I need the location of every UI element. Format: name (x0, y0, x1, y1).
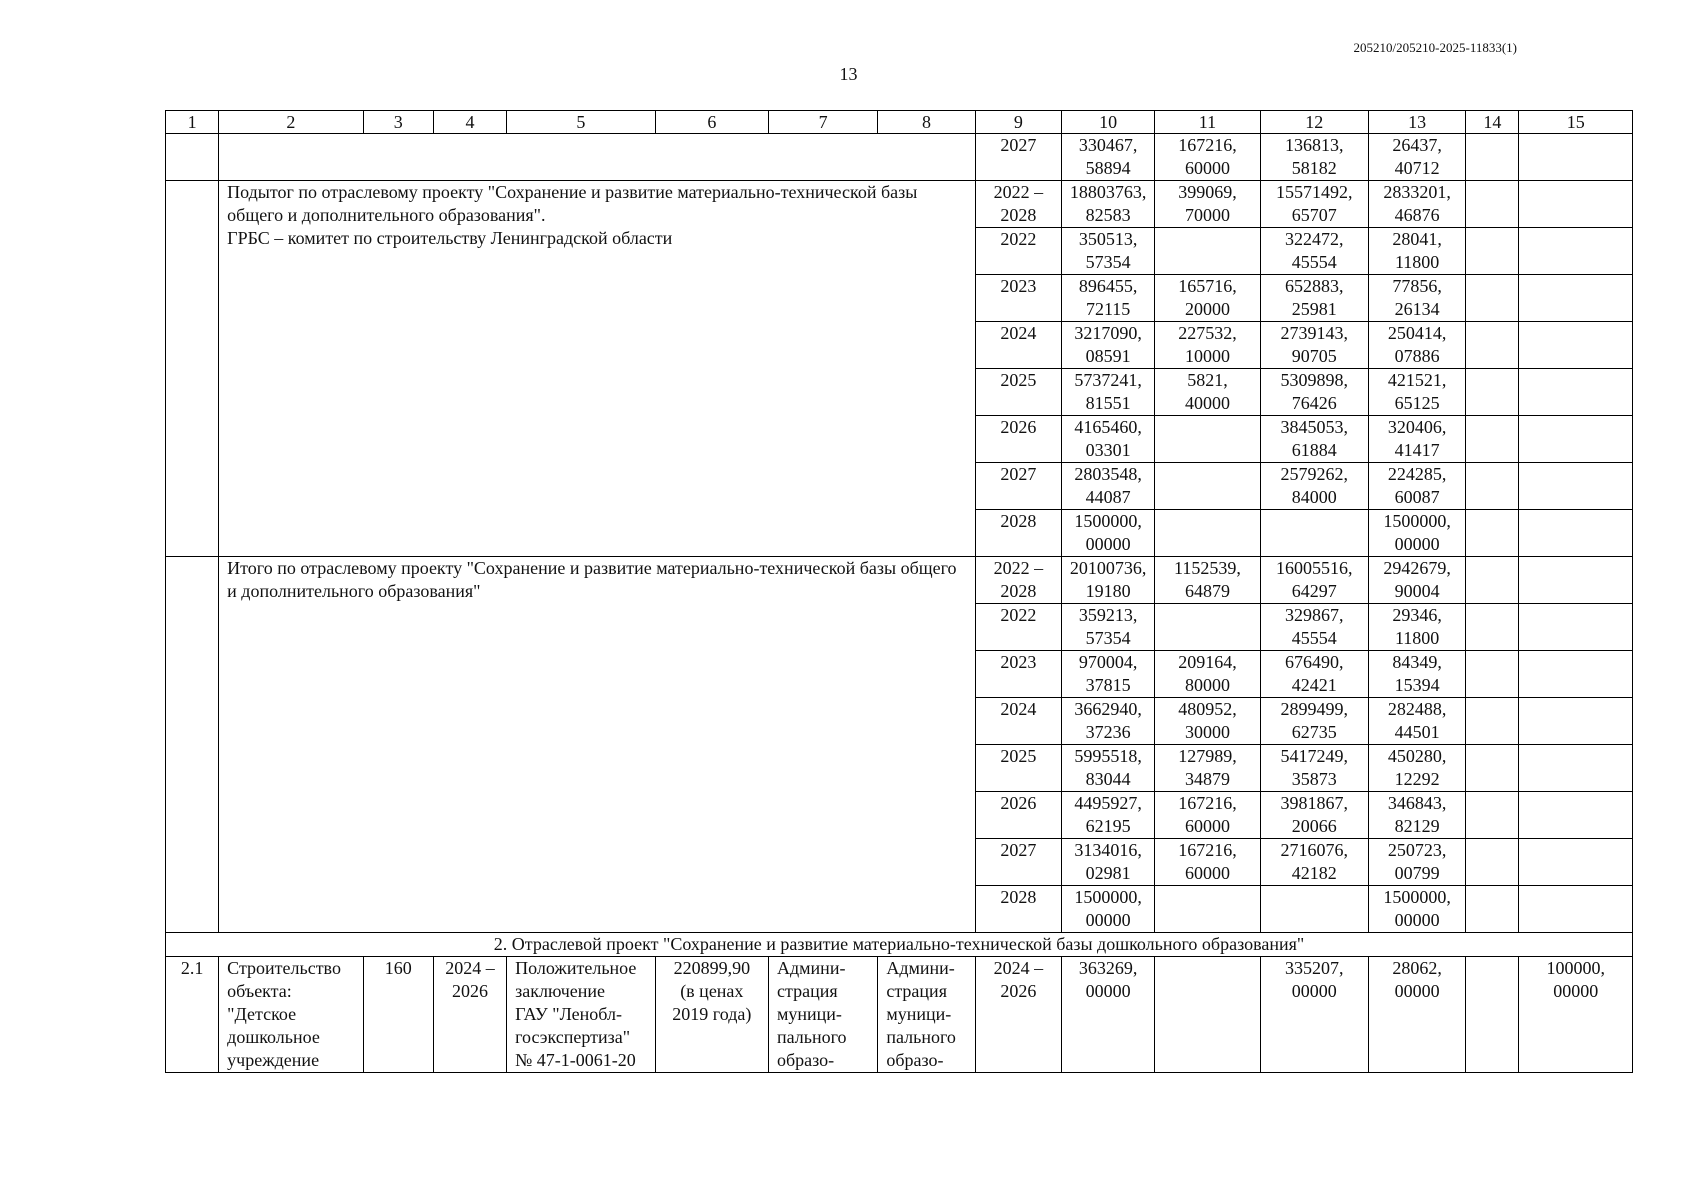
col-15-cell (1519, 510, 1633, 557)
col-14-cell (1466, 416, 1519, 463)
col-10-cell: 350513, 57354 (1061, 228, 1154, 275)
col-13-cell: 1500000, 00000 (1368, 886, 1465, 933)
subtotal-row (166, 181, 1633, 228)
budget-table-wrapper (165, 110, 1633, 1073)
col-15-cell (1519, 275, 1633, 322)
header-col-14: 14 (1466, 111, 1519, 134)
estimated-cost: 220899,90 (в ценах 2019 года) (655, 957, 768, 1073)
col-11-cell (1155, 604, 1260, 651)
year-cell: 2028 (975, 886, 1061, 933)
col-12-cell: 5417249, 35873 (1260, 745, 1368, 792)
header-col-2: 2 (219, 111, 363, 134)
col-10-cell: 970004, 37815 (1061, 651, 1154, 698)
col-11-cell: 1152539, 64879 (1155, 557, 1260, 604)
col-10-cell: 2803548, 44087 (1061, 463, 1154, 510)
col-15-cell (1519, 698, 1633, 745)
description-cell (219, 134, 976, 181)
col-15-cell (1519, 322, 1633, 369)
col-14-cell (1466, 322, 1519, 369)
col-11-cell (1155, 416, 1260, 463)
col-11-cell (1155, 463, 1260, 510)
col-12-cell: 2899499, 62735 (1260, 698, 1368, 745)
col-12-cell: 652883, 25981 (1260, 275, 1368, 322)
item-number: 2.1 (166, 957, 219, 1073)
col-10-cell: 330467, 58894 (1061, 134, 1154, 181)
col-15-cell (1519, 886, 1633, 933)
col-11-cell (1155, 228, 1260, 275)
col-13-cell: 2833201, 46876 (1368, 181, 1465, 228)
col-15-cell (1519, 651, 1633, 698)
col-10-cell: 359213, 57354 (1061, 604, 1154, 651)
col-15-cell (1519, 181, 1633, 228)
col-13-cell: 26437, 40712 (1368, 134, 1465, 181)
total-label: Итого по отраслевому проекту "Сохранение и развитие материально-технической базы общего и дополнительного образования" (219, 557, 976, 933)
year-cell: 2028 (975, 510, 1061, 557)
year-cell: 2022 (975, 228, 1061, 275)
col-10-cell: 4495927, 62195 (1061, 792, 1154, 839)
year-cell: 2026 (975, 792, 1061, 839)
year-cell: 2027 (975, 463, 1061, 510)
col-10-cell: 3217090, 08591 (1061, 322, 1154, 369)
col-13-cell: 2942679, 90004 (1368, 557, 1465, 604)
table-body (166, 111, 1633, 1073)
col-15-cell (1519, 792, 1633, 839)
col-11-cell: 227532, 10000 (1155, 322, 1260, 369)
header-col-15: 15 (1519, 111, 1633, 134)
header-col-5: 5 (507, 111, 656, 134)
year-cell: 2022 (975, 604, 1061, 651)
header-col-8: 8 (878, 111, 975, 134)
period: 2024 – 2026 (433, 957, 506, 1073)
item-2-1-row (166, 957, 1633, 1073)
year-cell: 2023 (975, 651, 1061, 698)
year-cell: 2023 (975, 275, 1061, 322)
col-11-cell: 167216, 60000 (1155, 134, 1260, 181)
col-14-cell (1466, 745, 1519, 792)
col-14-cell (1466, 957, 1519, 1073)
year-cell: 2022 – 2028 (975, 181, 1061, 228)
col-1-cell (166, 134, 219, 181)
year-cell: 2024 (975, 322, 1061, 369)
col-15-cell (1519, 839, 1633, 886)
total-row (166, 557, 1633, 604)
col-13-cell: 450280, 12292 (1368, 745, 1465, 792)
col-12-cell: 2579262, 84000 (1260, 463, 1368, 510)
col-12-cell: 676490, 42421 (1260, 651, 1368, 698)
col-14-cell (1466, 134, 1519, 181)
col-11-cell (1155, 886, 1260, 933)
col-10-cell: 896455, 72115 (1061, 275, 1154, 322)
col-13-cell: 346843, 82129 (1368, 792, 1465, 839)
header-col-7: 7 (769, 111, 878, 134)
col-12-cell: 136813, 58182 (1260, 134, 1368, 181)
col-11-cell: 209164, 80000 (1155, 651, 1260, 698)
budget-table (165, 110, 1633, 1073)
table-row (166, 134, 1633, 181)
header-col-4: 4 (433, 111, 506, 134)
col-11-cell: 167216, 60000 (1155, 839, 1260, 886)
col-13-cell: 29346, 11800 (1368, 604, 1465, 651)
subtotal-label: Подытог по отраслевому проекту "Сохранение и развитие материально-технической базы общего и дополнительного образования". ГРБС – комитет по строительству Ленинградской области (219, 181, 976, 557)
header-col-6: 6 (655, 111, 768, 134)
col-12-cell (1260, 886, 1368, 933)
section-title-row (166, 933, 1633, 957)
col-10-cell: 4165460, 03301 (1061, 416, 1154, 463)
year-cell: 2024 – 2026 (975, 957, 1061, 1073)
col-10-cell: 3134016, 02981 (1061, 839, 1154, 886)
col-13-cell: 28041, 11800 (1368, 228, 1465, 275)
header-col-13: 13 (1368, 111, 1465, 134)
col-14-cell (1466, 557, 1519, 604)
col-15-cell (1519, 557, 1633, 604)
year-cell: 2027 (975, 839, 1061, 886)
col-14-cell (1466, 792, 1519, 839)
col-12-cell: 3845053, 61884 (1260, 416, 1368, 463)
expertise: Положительное заключение ГАУ "Ленобл- госэкспертиза" № 47-1-0061-20 (507, 957, 656, 1073)
col-10-cell: 5737241, 81551 (1061, 369, 1154, 416)
col-11-cell: 5821, 40000 (1155, 369, 1260, 416)
col-11-cell: 165716, 20000 (1155, 275, 1260, 322)
col-12-cell: 3981867, 20066 (1260, 792, 1368, 839)
year-cell: 2026 (975, 416, 1061, 463)
customer: Админи- страция муници- пального образо- (769, 957, 878, 1073)
year-cell: 2025 (975, 369, 1061, 416)
col-12-cell: 2716076, 42182 (1260, 839, 1368, 886)
executor: Админи- страция муници- пального образо- (878, 957, 975, 1073)
col-12-cell (1260, 510, 1368, 557)
col-15-cell: 100000, 00000 (1519, 957, 1633, 1073)
year-cell: 2025 (975, 745, 1061, 792)
subtotal-col-1-cell (166, 181, 219, 557)
col-13-cell: 320406, 41417 (1368, 416, 1465, 463)
object-name: Строительство объекта: "Детское дошкольное учреждение (219, 957, 363, 1073)
col-13-cell: 1500000, 00000 (1368, 510, 1465, 557)
col-14-cell (1466, 463, 1519, 510)
col-14-cell (1466, 651, 1519, 698)
col-15-cell (1519, 369, 1633, 416)
col-10-cell: 18803763, 82583 (1061, 181, 1154, 228)
col-10-cell: 20100736, 19180 (1061, 557, 1154, 604)
col-15-cell (1519, 416, 1633, 463)
col-10-cell: 3662940, 37236 (1061, 698, 1154, 745)
col-12-cell: 335207, 00000 (1260, 957, 1368, 1073)
col-11-cell (1155, 510, 1260, 557)
col-14-cell (1466, 275, 1519, 322)
col-15-cell (1519, 745, 1633, 792)
col-14-cell (1466, 369, 1519, 416)
col-15-cell (1519, 134, 1633, 181)
col-10-cell: 5995518, 83044 (1061, 745, 1154, 792)
col-12-cell: 329867, 45554 (1260, 604, 1368, 651)
col-11-cell: 167216, 60000 (1155, 792, 1260, 839)
col-13-cell: 224285, 60087 (1368, 463, 1465, 510)
col-15-cell (1519, 604, 1633, 651)
header-col-12: 12 (1260, 111, 1368, 134)
year-cell: 2027 (975, 134, 1061, 181)
col-13-cell: 250414, 07886 (1368, 322, 1465, 369)
capacity: 160 (363, 957, 433, 1073)
col-14-cell (1466, 839, 1519, 886)
col-13-cell: 28062, 00000 (1368, 957, 1465, 1073)
col-10-cell: 363269, 00000 (1061, 957, 1154, 1073)
header-col-10: 10 (1061, 111, 1154, 134)
page-number: 13 (839, 64, 858, 84)
col-14-cell (1466, 604, 1519, 651)
col-11-cell: 480952, 30000 (1155, 698, 1260, 745)
col-11-cell: 127989, 34879 (1155, 745, 1260, 792)
col-13-cell: 421521, 65125 (1368, 369, 1465, 416)
col-14-cell (1466, 886, 1519, 933)
document-id: 205210/205210-2025-11833(1) (1353, 40, 1517, 55)
col-12-cell: 15571492, 65707 (1260, 181, 1368, 228)
col-13-cell: 250723, 00799 (1368, 839, 1465, 886)
col-14-cell (1466, 698, 1519, 745)
col-12-cell: 5309898, 76426 (1260, 369, 1368, 416)
col-10-cell: 1500000, 00000 (1061, 886, 1154, 933)
col-13-cell: 77856, 26134 (1368, 275, 1465, 322)
col-11-cell: 399069, 70000 (1155, 181, 1260, 228)
col-13-cell: 84349, 15394 (1368, 651, 1465, 698)
col-11-cell (1155, 957, 1260, 1073)
col-12-cell: 16005516, 64297 (1260, 557, 1368, 604)
header-col-9: 9 (975, 111, 1061, 134)
col-14-cell (1466, 228, 1519, 275)
col-12-cell: 322472, 45554 (1260, 228, 1368, 275)
col-13-cell: 282488, 44501 (1368, 698, 1465, 745)
total-col-1-cell (166, 557, 219, 933)
col-12-cell: 2739143, 90705 (1260, 322, 1368, 369)
year-cell: 2022 – 2028 (975, 557, 1061, 604)
table-header-row (166, 111, 1633, 134)
section-2-title: 2. Отраслевой проект "Сохранение и развитие материально-технической базы дошкольного образования" (166, 933, 1633, 957)
header-col-11: 11 (1155, 111, 1260, 134)
year-cell: 2024 (975, 698, 1061, 745)
col-15-cell (1519, 228, 1633, 275)
col-14-cell (1466, 510, 1519, 557)
header-col-1: 1 (166, 111, 219, 134)
col-14-cell (1466, 181, 1519, 228)
col-10-cell: 1500000, 00000 (1061, 510, 1154, 557)
header-col-3: 3 (363, 111, 433, 134)
col-15-cell (1519, 463, 1633, 510)
